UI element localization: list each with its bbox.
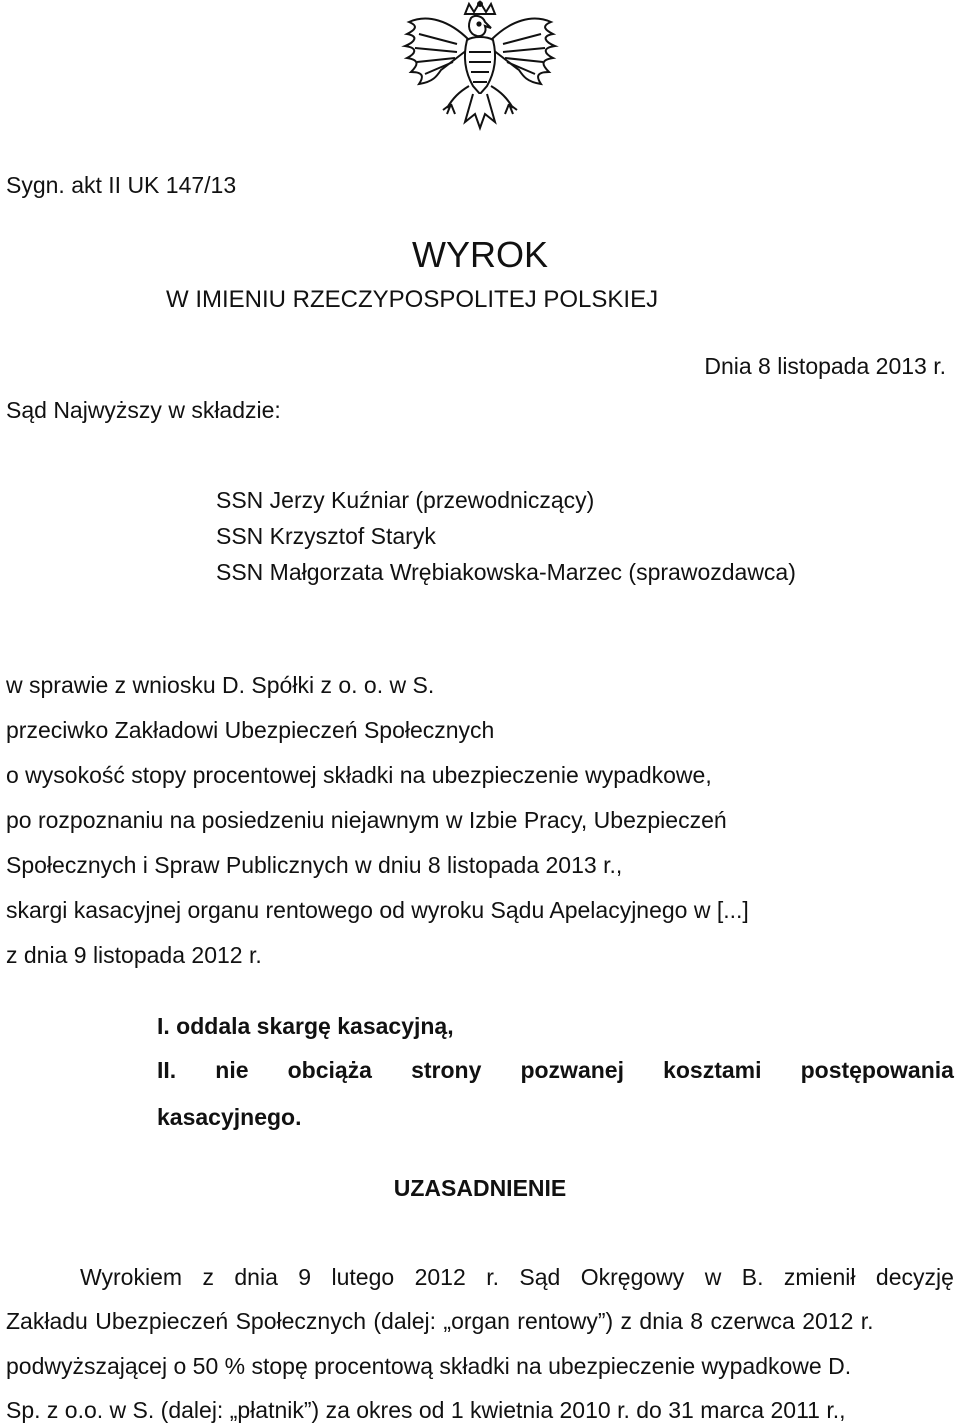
court-composition-label: Sąd Najwyższy w składzie: (6, 397, 281, 423)
justification-word: B. (741, 1264, 764, 1290)
justification-line-3: podwyższającej o 50 % stopę procentową składki na ubezpieczenie wypadkowe D. (6, 1353, 852, 1379)
case-line: z dnia 9 listopada 2012 r. (6, 942, 262, 968)
judge-entry: SSN Krzysztof Staryk (216, 523, 436, 549)
case-line: po rozpoznaniu na posiedzeniu niejawnym w Izbie Pracy, Ubezpieczeń (6, 807, 727, 833)
justification-word: Okręgowy (580, 1264, 685, 1290)
decision-point-1: I. oddala skargę kasacyjną, (157, 1013, 454, 1039)
document-subtitle: W IMIENIU RZECZYPOSPOLITEJ POLSKIEJ (166, 286, 659, 313)
judge-entry: SSN Małgorzata Wrębiakowska-Marzec (sprawozdawca) (216, 559, 796, 585)
justification-heading: UZASADNIENIE (393, 1175, 567, 1201)
judgment-date: Dnia 8 listopada 2013 r. (704, 353, 946, 379)
justification-word: w (704, 1264, 722, 1290)
justification-line-4: Sp. z o.o. w S. (dalej: „płatnik”) za okres od 1 kwietnia 2010 r. do 31 marca 2011 r., (6, 1397, 846, 1423)
case-signature: Sygn. akt II UK 147/13 (6, 172, 237, 198)
justification-word: 9 (298, 1264, 312, 1290)
justification-word: decyzję (875, 1264, 954, 1290)
decision-word: nie (215, 1057, 249, 1083)
polish-eagle-emblem-icon (397, 0, 563, 132)
judges-list (216, 482, 796, 590)
justification-word: lutego (331, 1264, 395, 1290)
decision-point-2 (157, 1057, 954, 1083)
decision-word: obciąża (287, 1057, 372, 1083)
justification-word: r. (486, 1264, 499, 1290)
justification-line-2: Zakładu Ubezpieczeń Społecznych (dalej: „organ rentowy”) z dnia 8 czerwca 2012 r. (6, 1308, 874, 1334)
document-title (0, 234, 960, 275)
decision-word: pozwanej (520, 1057, 624, 1083)
document-title-text: WYROK (411, 234, 548, 275)
judge-entry: SSN Jerzy Kuźniar (przewodniczący) (216, 487, 595, 513)
justification-line-1 (80, 1264, 954, 1290)
case-line: Społecznych i Spraw Publicznych w dniu 8 listopada 2013 r., (6, 852, 623, 878)
justification-word: z (202, 1264, 214, 1290)
decision-point-2-end: kasacyjnego. (157, 1104, 302, 1130)
case-line: o wysokość stopy procentowej składki na ubezpieczenie wypadkowe, (6, 762, 712, 788)
case-line: skargi kasacyjnej organu rentowego od wyroku Sądu Apelacyjnego w [...] (6, 897, 749, 923)
justification-word: zmienił (783, 1264, 856, 1290)
case-line: przeciwko Zakładowi Ubezpieczeń Społecznych (6, 717, 495, 743)
decision-word: postępowania (800, 1057, 954, 1083)
justification-word: dnia (234, 1264, 278, 1290)
decision-word: kosztami (663, 1057, 762, 1083)
justification-word: Wyrokiem (80, 1264, 183, 1290)
justification-word: Sąd (519, 1264, 561, 1290)
justification-word: 2012 (414, 1264, 466, 1290)
decision-word: II. (157, 1057, 177, 1083)
decision-word: strony (411, 1057, 482, 1083)
case-line: w sprawie z wniosku D. Spółki z o. o. w S. (6, 672, 435, 698)
